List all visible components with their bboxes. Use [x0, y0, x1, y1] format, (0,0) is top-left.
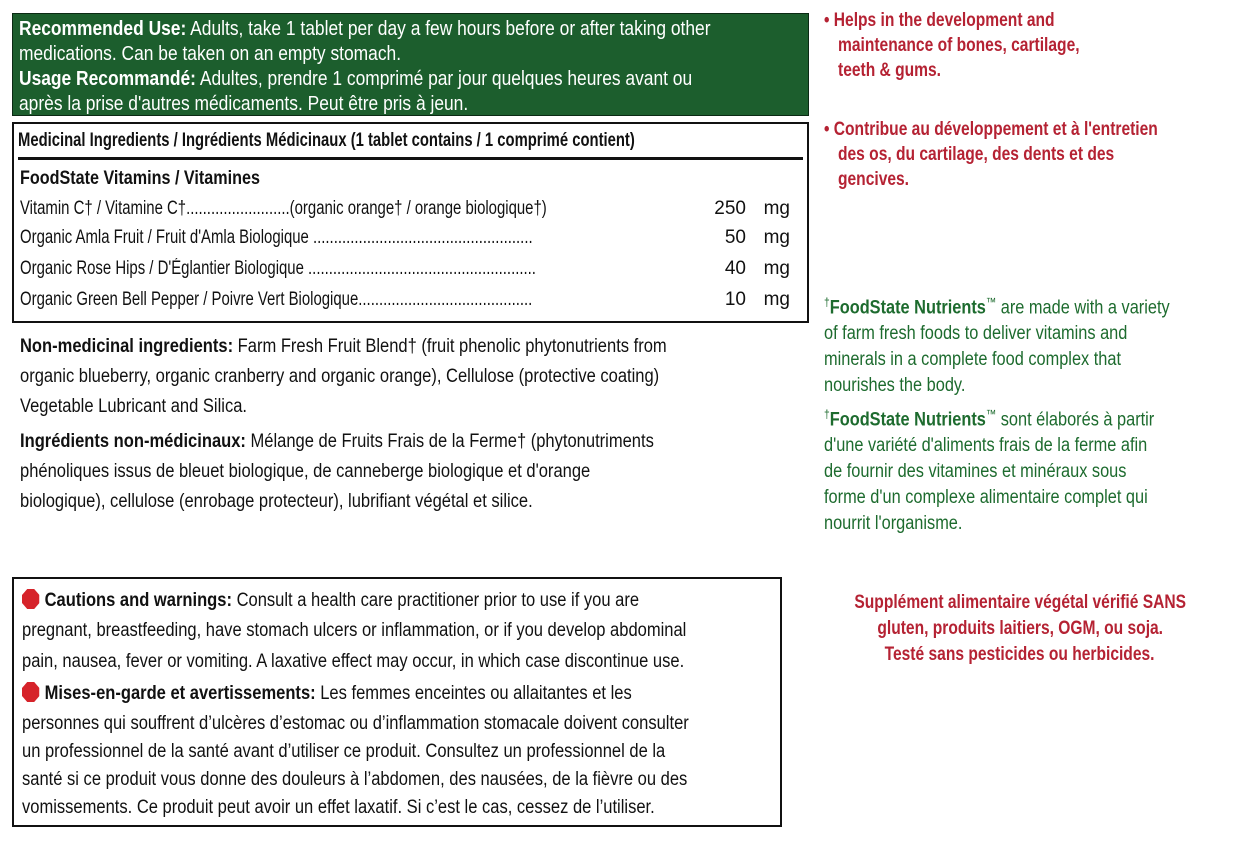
ingredient-row: Organic Green Bell Pepper / Poivre Vert Biologique.......................................... 10 mg	[20, 289, 790, 310]
recommended-use-box	[12, 13, 809, 116]
stop-sign-icon	[22, 682, 39, 702]
non-medicinal-fr: Ingrédients non-médicinaux: Mélange de Fruits Frais de la Ferme† (phytonutriments phénoliques issus de bleuet biologique, de canneberge biologique et d'orange biologique), cellulose (enrobage protecteur), lubrifiant végétal et silice.	[20, 431, 654, 512]
benefit-en: • Helps in the development and maintenance of bones, cartilage, teeth & gums.	[824, 10, 1080, 81]
non-medicinal-en: Non-medicinal ingredients: Farm Fresh Fruit Blend† (fruit phenolic phytonutrients from organic blueberry, organic cranberry and organic orange), Cellulose (protective coating) Vegetable Lubricant and Silica.	[20, 336, 667, 417]
rec-label-en: Recommended Use:	[19, 18, 187, 40]
ingredient-row: Vitamin C† / Vitamine C†.........................(organic orange† / orange biologique†) 250 mg	[20, 198, 790, 219]
stop-sign-icon	[22, 589, 39, 609]
header-divider	[18, 157, 803, 160]
rec-line-1: Recommended Use: Adults, take 1 tablet per day a few hours before or after taking other	[19, 18, 711, 40]
rec-line-2: medications. Can be taken on an empty stomach.	[19, 43, 402, 65]
foodstate-note-en: †FoodState Nutrients™ are made with a variety of farm fresh foods to deliver vitamins and minerals in a complete food complex that nourishes the body.	[824, 295, 1170, 397]
ingredient-row: Organic Amla Fruit / Fruit d'Amla Biologique ..................................................... 50 mg	[20, 227, 790, 248]
ingredients-header: Medicinal Ingredients / Ingrédients Médicinaux (1 tablet contains / 1 comprimé contient)	[18, 130, 635, 151]
foodstate-note-fr: †FoodState Nutrients™ sont élaborés à partir d'une variété d'aliments frais de la ferme afin de fournir des vitamines et minéraux sous forme d'un complexe alimentaire complet qui nourrit l'organisme.	[824, 407, 1155, 535]
foodstate-brand: FoodState Nutrients	[829, 297, 986, 319]
ingredient-row: Organic Rose Hips / D'Églantier Biologique ....................................................... 40 mg	[20, 258, 790, 279]
ingredients-subheader: FoodState Vitamins / Vitamines	[20, 168, 260, 189]
benefit-fr: • Contribue au développement et à l'entretien des os, du cartilage, des dents et des gencives.	[824, 119, 1158, 190]
rec-line-4: après la prise d'autres médicaments. Peut être pris à jeun.	[19, 93, 469, 115]
medicinal-ingredients-table	[12, 122, 809, 323]
cautions-box: Cautions and warnings: Consult a health care practitioner prior to use if you are pregnant, breastfeeding, have stomach ulcers or inflammation, or if you develop abdominal pain, nausea, fever or vomiting. A laxative effect may occur, in which case discontinue use. Mises-en-garde et avertissements: Les femmes enceintes ou allaitantes et les personnes qui souffrent d’ulcères d’estomac ou d’inflammation stomacale doivent consulter un professionnel de la santé avant d’utiliser ce produit. Consultez un professionnel de la santé si ce produit vous donne des douleurs à l’abdomen, des nausées, de la fièvre ou des vomissements. Ce produit peut avoir un effet laxatif. Si c’est le cas, cessez de l’utiliser.	[12, 577, 782, 827]
rec-label-fr: Usage Recommandé:	[19, 68, 196, 90]
gluten-free-claim: Supplément alimentaire végétal vérifié SANS gluten, produits laitiers, OGM, ou soja. Testé sans pesticides ou herbicides.	[854, 592, 1186, 665]
rec-line-3: Usage Recommandé: Adultes, prendre 1 comprimé par jour quelques heures avant ou	[19, 68, 693, 90]
